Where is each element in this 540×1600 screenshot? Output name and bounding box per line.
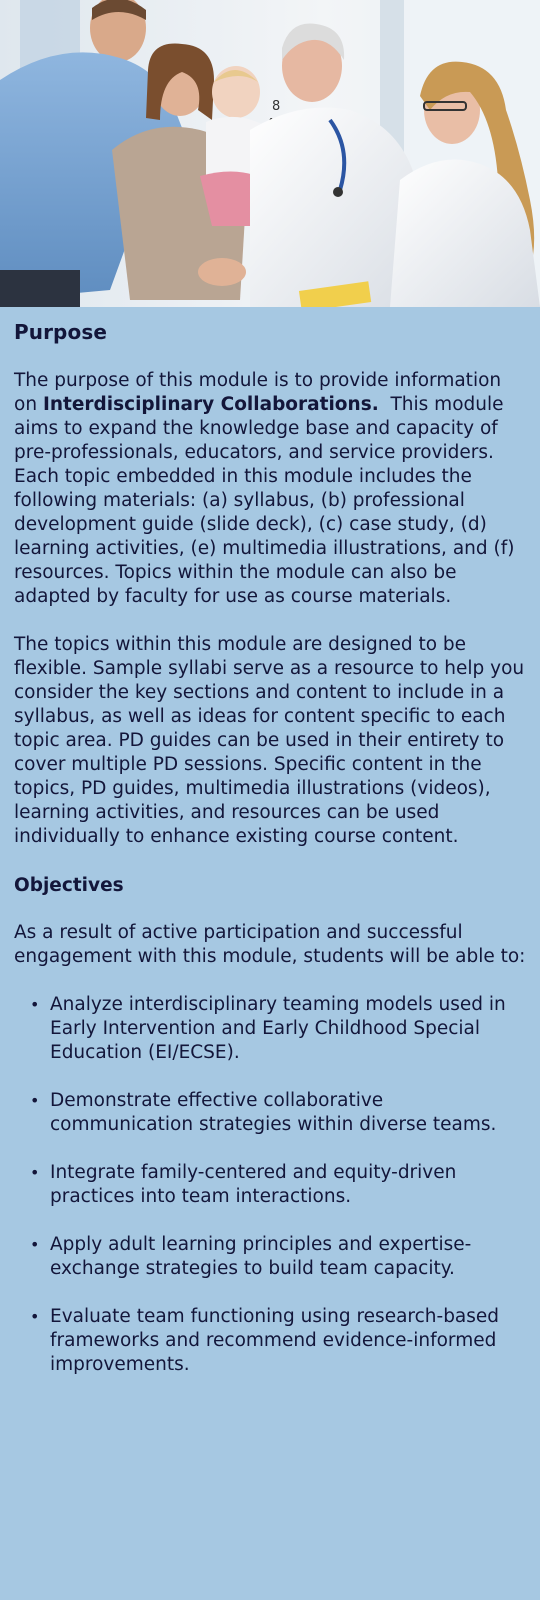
bullet-icon: • <box>30 1091 40 1110</box>
purpose-para1-after: This module aims to expand the knowledge base and capacity of pre-professionals, educators, and service providers. Each topic embedded in this module includes the following materials: (a) syllabus, (b) professional development guide (slide deck), (c) case study, (d) learning activities, (e) multimedia illustrations, and (f) resources. Topics within the module can also be adapted by faculty for use as course materials. <box>14 394 521 607</box>
hero-photo <box>0 0 540 307</box>
objectives-intro: As a result of active participation and successful engagement with this module, students will be able to: <box>14 922 526 967</box>
purpose-heading: Purpose <box>14 320 107 344</box>
svg-text:8: 8 <box>272 99 281 114</box>
objectives-list <box>14 993 526 1377</box>
bullet-icon: • <box>30 1163 40 1182</box>
hero-illustration <box>0 0 540 307</box>
objective-text: Integrate family-centered and equity-driven practices into team interactions. <box>50 1162 457 1207</box>
bullet-icon: • <box>30 1307 40 1326</box>
purpose-para1-before: The purpose of this module is to provide information on <box>14 370 502 415</box>
objectives-heading: Objectives <box>14 875 124 896</box>
objective-item <box>30 1233 526 1281</box>
purpose-para1-bold: Interdisciplinary Collaborations. <box>42 394 379 415</box>
purpose-paragraph-2: The topics within this module are designed to be flexible. Sample syllabi serve as a resource to help you consider the key sections and content to include in a syllabus, as well as ideas for content specific to each topic area. PD guides can be used in their entirety to cover multiple PD sessions. Specific content in the topics, PD guides, multimedia illustrations (videos), learning activities, and resources can be used individually to enhance existing course content. <box>14 634 525 847</box>
objective-text: Analyze interdisciplinary teaming models used in Early Intervention and Early Childhood Special Education (EI/ECSE). <box>50 994 506 1063</box>
objective-item <box>30 1161 526 1209</box>
module-content <box>0 307 540 1377</box>
objective-item <box>30 1305 526 1377</box>
bullet-icon: • <box>30 1235 40 1254</box>
bullet-icon: • <box>30 995 40 1014</box>
objective-text: Evaluate team functioning using research-based frameworks and recommend evidence-informed improvements. <box>50 1306 500 1375</box>
objective-text: Demonstrate effective collaborative communication strategies within diverse teams. <box>50 1090 497 1135</box>
purpose-paragraph-1 <box>14 369 526 609</box>
objective-item <box>30 1089 526 1137</box>
objective-item <box>30 993 526 1065</box>
objective-text: Apply adult learning principles and expertise-exchange strategies to build team capacity. <box>50 1234 472 1279</box>
